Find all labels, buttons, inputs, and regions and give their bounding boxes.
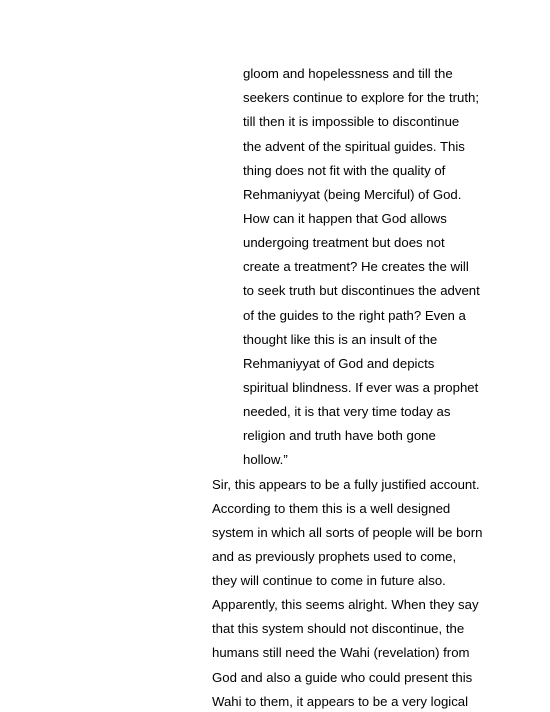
quote-line: spiritual blindness. If ever was a prophet	[243, 380, 479, 395]
quote-line: Rehmaniyyat of God and depicts	[243, 356, 435, 371]
quote-line: religion and truth have both gone	[243, 428, 436, 443]
quote-line: of the guides to the right path? Even a	[243, 308, 466, 323]
quote-line: needed, it is that very time today as	[243, 404, 451, 419]
paragraph-line: Apparently, this seems alright. When they say	[212, 597, 479, 612]
paragraph-line: God and also a guide who could present this	[212, 670, 473, 685]
quote-line: How can it happen that God allows	[243, 211, 447, 226]
quote-line: gloom and hopelessness and till the	[243, 66, 453, 81]
quote-line: hollow.”	[243, 452, 288, 467]
quote-line: thing does not fit with the quality of	[243, 163, 446, 178]
paragraph-line: Wahi to them, it appears to be a very logical	[212, 694, 469, 709]
paragraph-line: humans still need the Wahi (revelation) from	[212, 645, 470, 660]
paragraph-line: that this system should not discontinue, the	[212, 621, 465, 636]
paragraph-line: they will continue to come in future also.	[212, 573, 446, 588]
quote-line: thought like this is an insult of the	[243, 332, 438, 347]
quote-line: undergoing treatment but does not	[243, 235, 445, 250]
quote-line: create a treatment? He creates the will	[243, 259, 469, 274]
quote-line: to seek truth but discontinues the advent	[243, 283, 480, 298]
quote-line: the advent of the spiritual guides. This	[243, 139, 465, 154]
paragraph-line: Sir, this appears to be a fully justified account.	[212, 477, 480, 492]
paragraph-line: system in which all sorts of people will be born	[212, 525, 483, 540]
quote-line: seekers continue to explore for the truth;	[243, 90, 480, 105]
quote-line: Rehmaniyyat (being Merciful) of God.	[243, 187, 462, 202]
paragraph-line: and as previously prophets used to come,	[212, 549, 457, 564]
paragraph-line: According to them this is a well designed	[212, 501, 451, 516]
quote-line: till then it is impossible to discontinue	[243, 114, 460, 129]
